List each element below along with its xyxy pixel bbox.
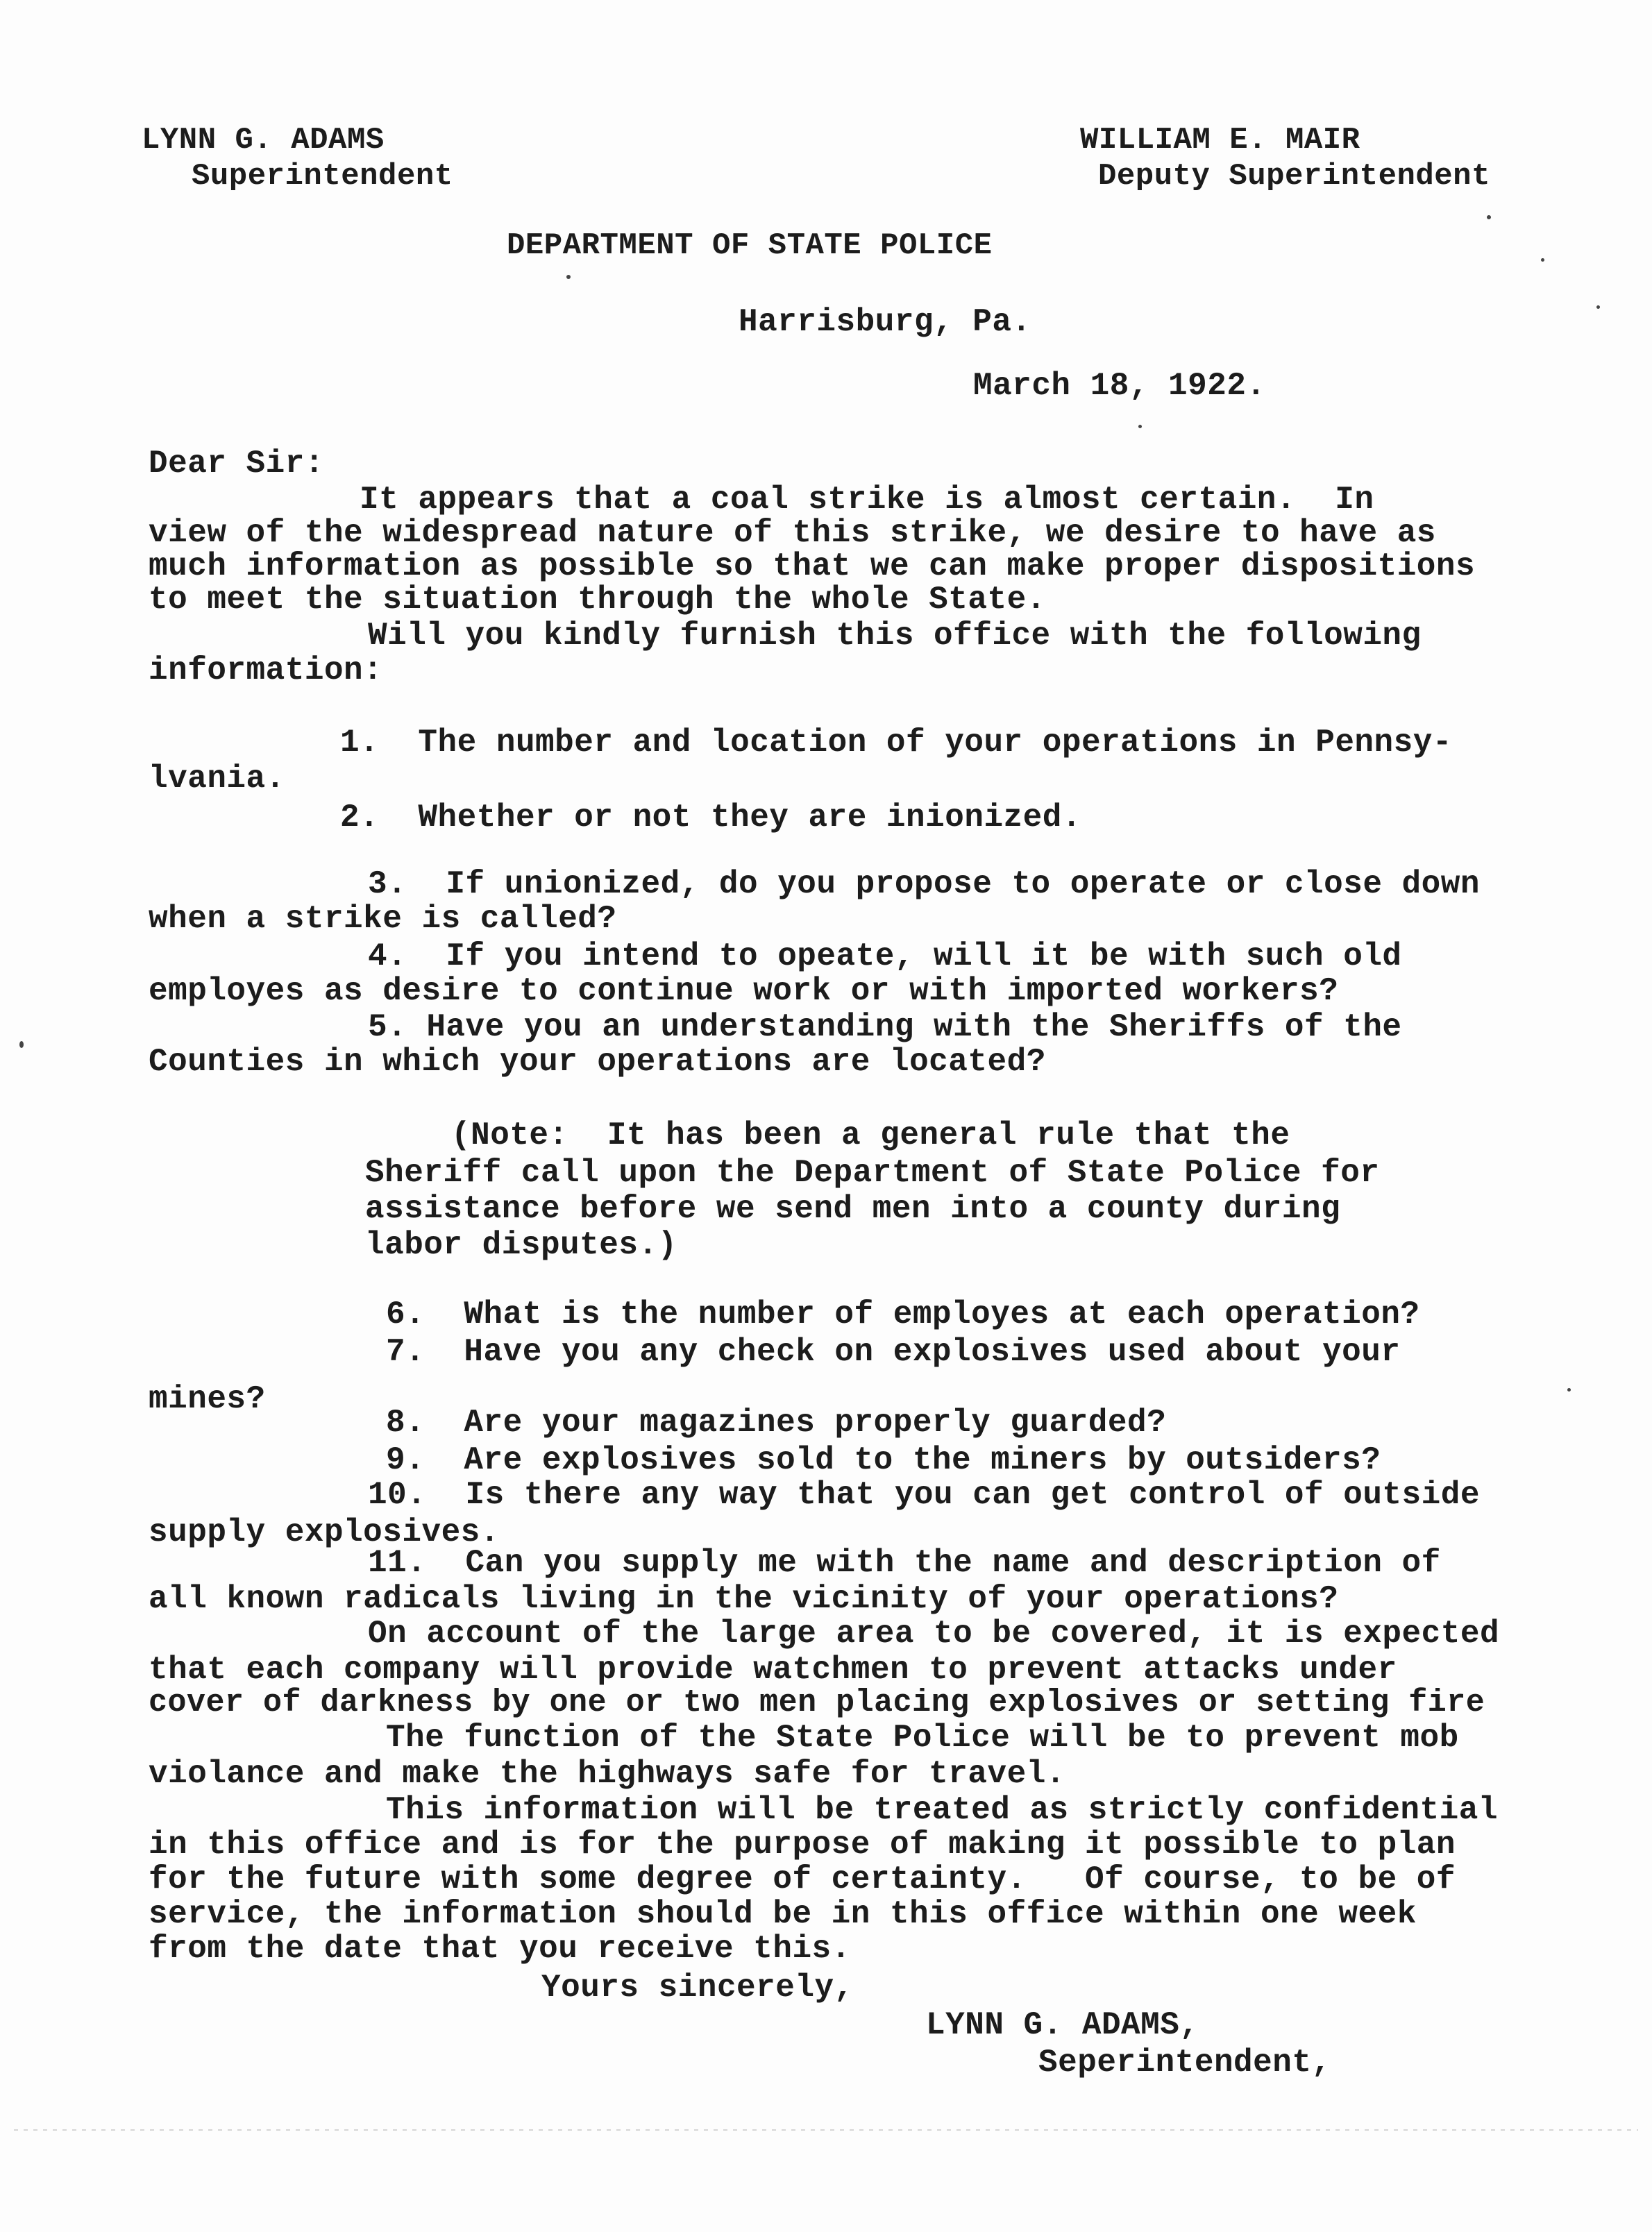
scan-speck (566, 275, 571, 279)
note-line: assistance before we send men into a county during (365, 1191, 1341, 1227)
letterhead-right-title: Deputy Superintendent (1098, 159, 1490, 194)
question-1-cont: lvania. (149, 761, 285, 797)
question-5-cont: Counties in which your operations are located? (149, 1044, 1046, 1080)
question-1: 1. The number and location of your operations in Pennsy- (340, 725, 1452, 761)
question-9: 9. Are explosives sold to the miners by outsiders? (386, 1442, 1381, 1478)
question-11-cont: all known radicals living in the vicinity of your operations? (149, 1581, 1339, 1617)
body-line: to meet the situation through the whole State. (149, 582, 1046, 618)
salutation: Dear Sir: (149, 446, 324, 482)
body-line: service, the information should be in this office within one week (149, 1896, 1417, 1932)
scan-speck (1567, 1388, 1571, 1392)
letterhead-left-name: LYNN G. ADAMS (142, 123, 385, 158)
body-line: that each company will provide watchmen to prevent attacks under (149, 1652, 1397, 1688)
letterhead-right-name: WILLIAM E. MAIR (1080, 123, 1360, 158)
body-line: much information as possible so that we can make proper dispositions (149, 548, 1476, 584)
body-line: cover of darkness by one or two men placing explosives or setting fire (149, 1685, 1485, 1720)
question-3-cont: when a strike is called? (149, 901, 617, 937)
question-7: 7. Have you any check on explosives used about your (386, 1334, 1401, 1370)
question-5: 5. Have you an understanding with the Sheriffs of the (368, 1009, 1402, 1045)
question-7-cont: mines? (149, 1381, 266, 1417)
question-4: 4. If you intend to opeate, will it be with such old (368, 938, 1402, 974)
question-11: 11. Can you supply me with the name and description of (368, 1545, 1441, 1581)
body-line: It appears that a coal strike is almost certain. In (360, 482, 1374, 518)
body-line: This information will be treated as strictly confidential (386, 1792, 1498, 1828)
letter-date: March 18, 1922. (973, 368, 1266, 404)
note-line: (Note: It has been a general rule that the (451, 1117, 1290, 1153)
letterhead-left-title: Superintendent (192, 159, 453, 194)
signer-name: LYNN G. ADAMS, (926, 2007, 1199, 2043)
scan-edge-line (14, 2129, 1638, 2131)
question-4-cont: employes as desire to continue work or with imported workers? (149, 973, 1339, 1009)
note-line: Sheriff call upon the Department of State Police for (365, 1155, 1380, 1191)
body-line: information: (149, 652, 383, 688)
location-line: Harrisburg, Pa. (739, 304, 1031, 340)
scan-speck (1487, 215, 1491, 219)
scan-speck (19, 1041, 24, 1048)
question-8: 8. Are your magazines properly guarded? (386, 1405, 1167, 1441)
body-line: violance and make the highways safe for travel. (149, 1756, 1065, 1792)
question-2: 2. Whether or not they are inionized. (340, 800, 1081, 836)
department-heading: DEPARTMENT OF STATE POLICE (507, 228, 993, 263)
body-line: Will you kindly furnish this office with the following (368, 618, 1422, 654)
question-3: 3. If unionized, do you propose to operate or close down (368, 866, 1480, 902)
body-line: from the date that you receive this. (149, 1931, 851, 1967)
body-line: for the future with some degree of certainty. Of course, to be of (149, 1861, 1456, 1897)
scan-speck (1596, 305, 1600, 309)
body-line: in this office and is for the purpose of making it possible to plan (149, 1827, 1456, 1863)
body-line: The function of the State Police will be to prevent mob (386, 1720, 1459, 1756)
valediction: Yours sincerely, (541, 1970, 854, 2006)
question-10-cont: supply explosives. (149, 1514, 500, 1550)
scan-speck (1541, 258, 1544, 262)
signer-title: Seperintendent, (1038, 2045, 1331, 2081)
question-6: 6. What is the number of employes at each operation? (386, 1296, 1420, 1333)
scan-speck (1138, 425, 1142, 428)
body-line: view of the widespread nature of this strike, we desire to have as (149, 515, 1436, 551)
question-10: 10. Is there any way that you can get control of outside (368, 1477, 1480, 1513)
note-line: labor disputes.) (365, 1227, 677, 1263)
body-line: On account of the large area to be covered, it is expected (368, 1616, 1500, 1652)
